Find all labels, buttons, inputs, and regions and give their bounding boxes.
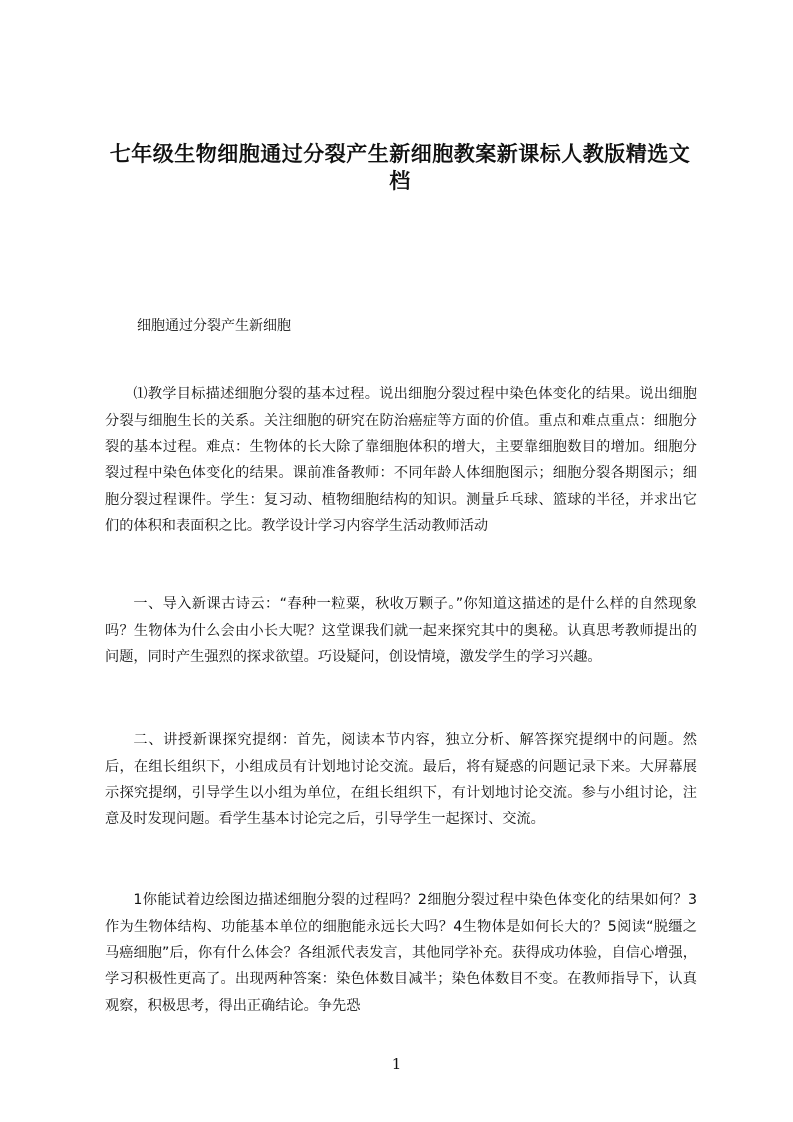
paragraph-objectives: ⑴教学目标描述细胞分裂的基本过程。说出细胞分裂过程中染色体变化的结果。说出细胞分裂与细胞生长的关系。关注细胞的研究在防治癌症等方面的价值。重点和难点重点：细胞分裂的基本过程。难点：生物体的长大除了靠细胞体积的增大，主要靠细胞数目的增加。细胞分裂过程中染色体变化的结果。课前准备教师：不同年龄人体细胞图示；细胞分裂各期图示；细胞分裂过程课件。学生：复习动、植物细胞结构的知识。测量乒乓球、篮球的半径，并求出它们的体积和表面积之比。教学设计学习内容学生活动教师活动: [105, 386, 697, 535]
paragraph-questions: 1你能试着边绘图边描述细胞分裂的过程吗？2细胞分裂过程中染色体变化的结果如何？3作为生物体结构、功能基本单位的细胞能永远长大吗？4生物体是如何长大的？5阅读“脱缰之马癌细胞”后，你有什么体会？各组派代表发言，其他同学补充。获得成功体验，自信心增强，学习积极性更高了。出现两种答案：染色体数目减半；染色体数目不变。在教师指导下，认真观察，积极思考，得出正确结论。争先恐: [105, 892, 697, 1014]
section-heading: 细胞通过分裂产生新细胞: [137, 318, 291, 334]
paragraph-introduction: 一、导入新课古诗云：“春种一粒粟，秋收万颗子。”你知道这描述的是什么样的自然现象吗？生物体为什么会由小长大呢？这堂课我们就一起来探究其中的奥秘。认真思考教师提出的问题，同时产生强烈的探求欲望。巧设疑问，创设情境，激发学生的学习兴趣。: [105, 596, 697, 665]
paragraph-new-lesson: 二、讲授新课探究提纲：首先，阅读本节内容，独立分析、解答探究提纲中的问题。然后，在组长组织下，小组成员有计划地讨论交流。最后，将有疑惑的问题记录下来。大屏幕展示探究提纲，引导学生以小组为单位，在组长组织下，有计划地讨论交流。参与小组讨论，注意及时发现问题。看学生基本讨论完之后，引导学生一起探讨、交流。: [105, 732, 697, 828]
document-title: 七年级生物细胞通过分裂产生新细胞教案新课标人教版精选文档: [109, 142, 691, 193]
page-number: 1: [391, 1055, 402, 1073]
